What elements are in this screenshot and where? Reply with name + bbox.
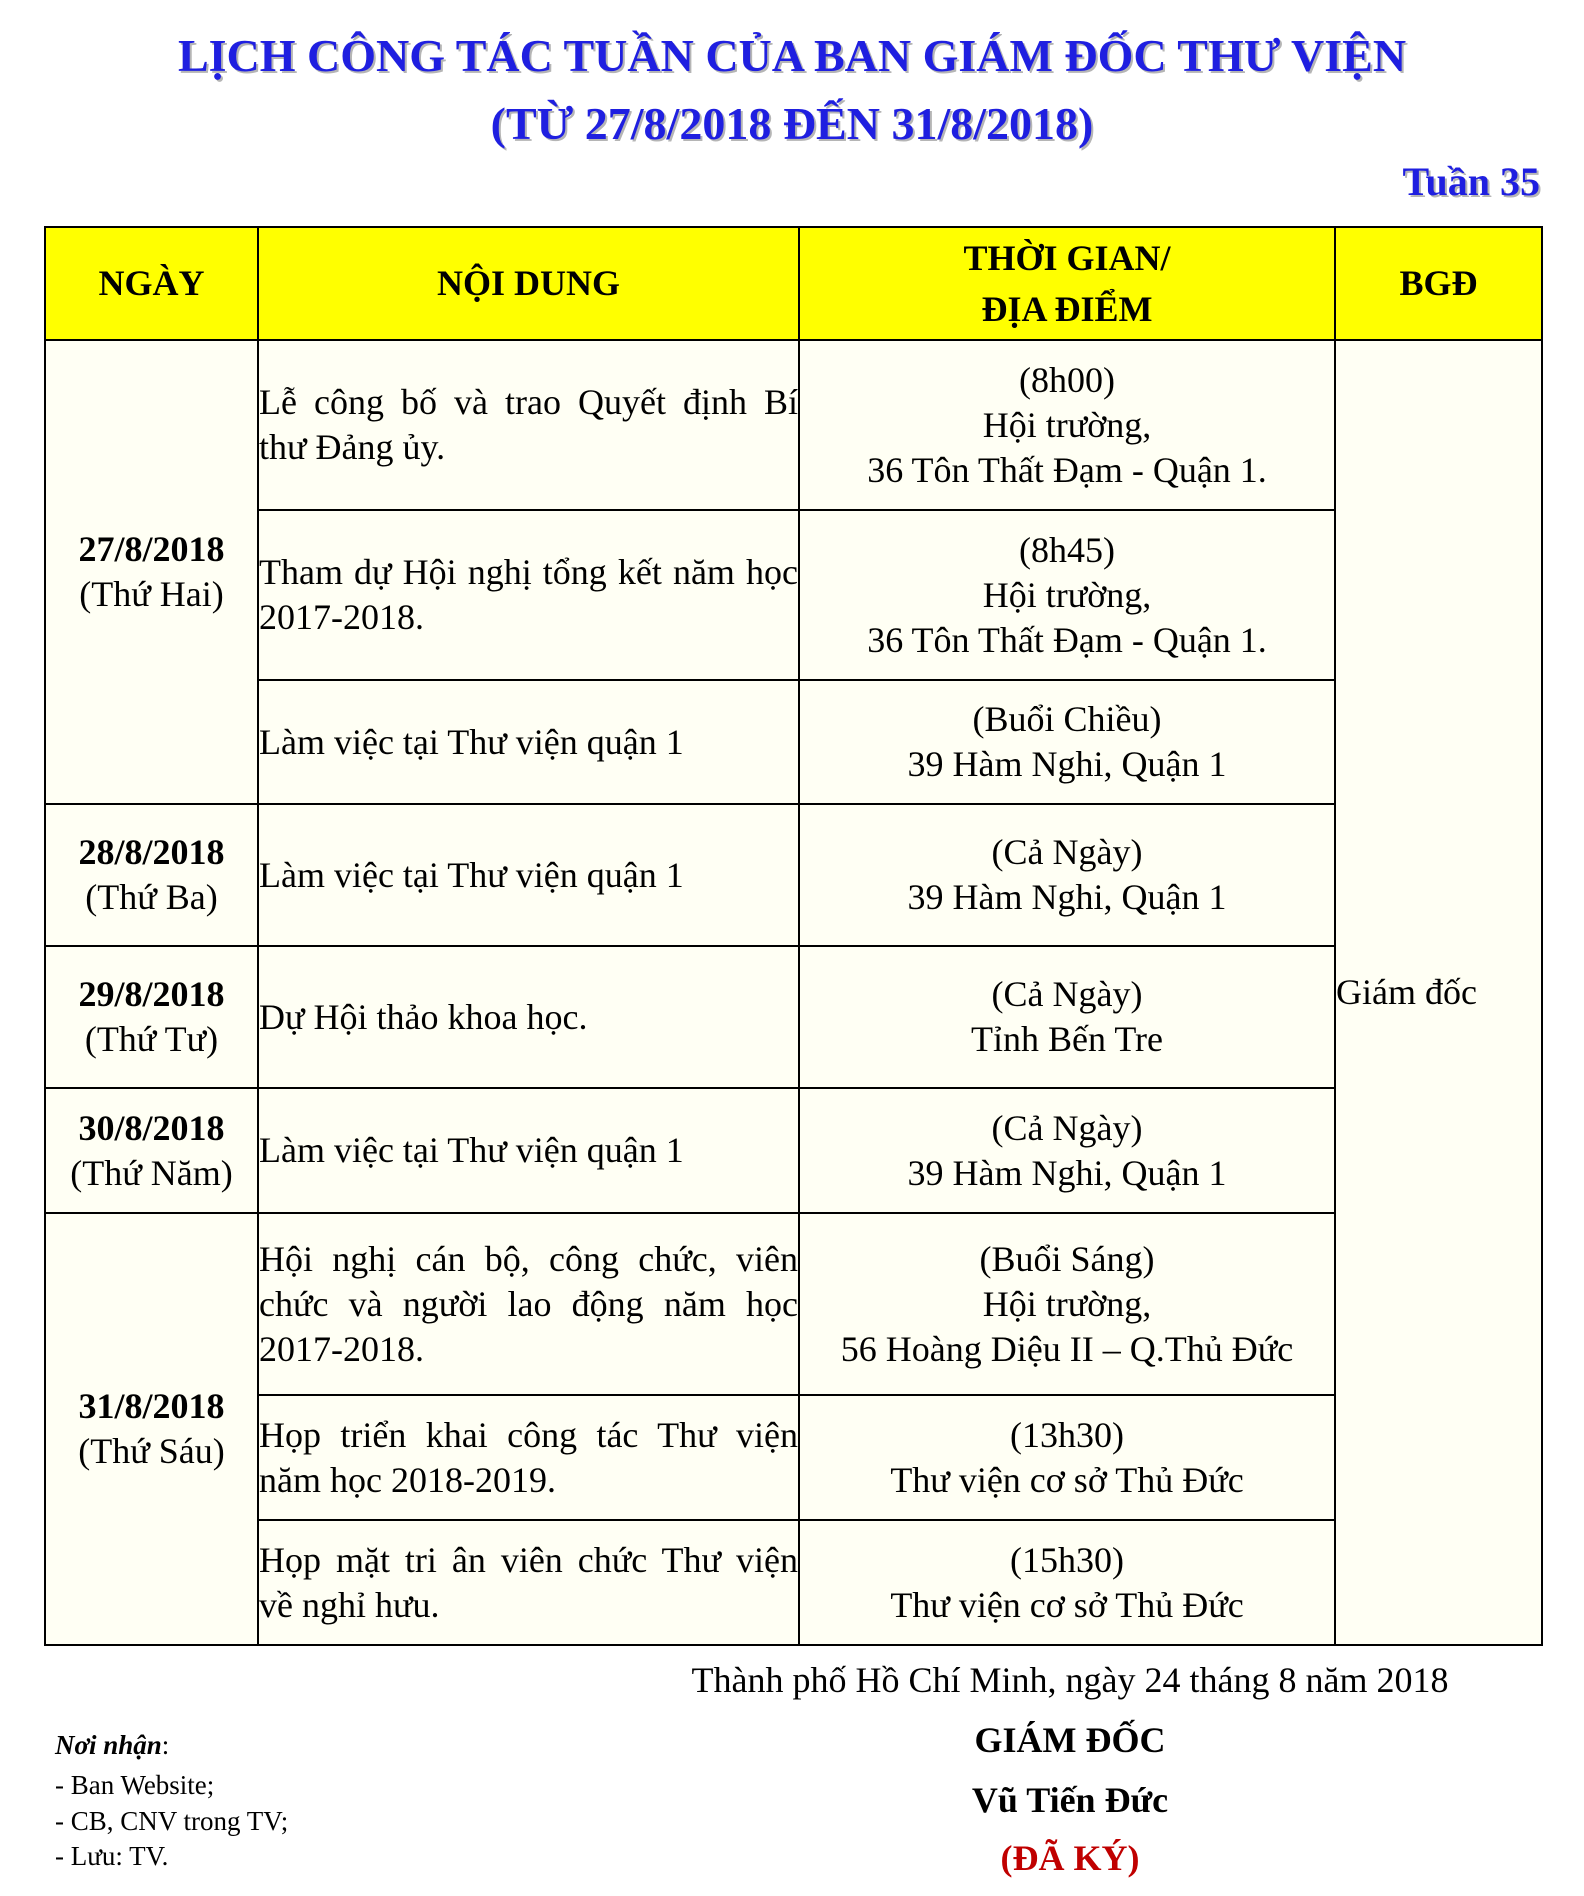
time-place-cell — [799, 804, 1335, 946]
signed-note: (ĐÃ KÝ) — [1000, 1838, 1140, 1878]
header-place-line: ĐỊA ĐIỂM — [981, 288, 1153, 329]
place-text: 36 Tôn Thất Đạm - Quận 1. — [867, 619, 1267, 660]
time-text: (15h30) — [1010, 1539, 1124, 1580]
place-text: Hội trường, — [982, 1283, 1152, 1324]
day-cell — [45, 946, 258, 1088]
content-text: Hội nghị cán bộ, công chức, viên chức và người lao động năm học 2017-2018. — [259, 1238, 798, 1369]
day-date: 27/8/2018 — [78, 529, 225, 569]
content-cell — [258, 804, 799, 946]
bgd-cell — [1335, 340, 1542, 1645]
day-weekday: (Thứ Hai) — [79, 574, 224, 614]
day-date: 29/8/2018 — [78, 974, 225, 1014]
content-text: Họp triển khai công tác Thư viện năm học 2018-2019. — [259, 1414, 798, 1500]
recipient-item: - Lưu: TV. — [55, 1841, 169, 1871]
content-text: Làm việc tại Thư viện quận 1 — [259, 721, 684, 762]
content-text: Tham dự Hội nghị tổng kết năm học 2017-2018. — [259, 552, 798, 637]
time-text: (8h45) — [1019, 529, 1115, 570]
time-text: (13h30) — [1010, 1414, 1124, 1455]
place-text: 39 Hàm Nghi, Quận 1 — [907, 744, 1227, 784]
content-cell — [258, 946, 799, 1088]
day-weekday: (Thứ Sáu) — [78, 1431, 225, 1471]
time-place-cell — [799, 340, 1335, 510]
day-weekday: (Thứ Năm) — [70, 1152, 233, 1193]
place-text: Hội trường, — [982, 574, 1152, 615]
header-bgd: BGĐ — [1335, 227, 1542, 340]
header-row — [45, 227, 1542, 340]
content-cell — [258, 1088, 799, 1213]
content-cell — [258, 680, 799, 804]
time-place-cell — [799, 510, 1335, 680]
day-date: 30/8/2018 — [78, 1107, 225, 1148]
city-date: Thành phố Hồ Chí Minh, ngày 24 tháng 8 năm 2018 — [691, 1660, 1449, 1700]
content-text: Họp mặt tri ân viên chức Thư viện về nghỉ hưu. — [259, 1539, 798, 1625]
content-cell — [258, 1395, 799, 1520]
content-cell — [258, 1213, 799, 1395]
day-date: 31/8/2018 — [78, 1386, 225, 1426]
signer-name: Vũ Tiến Đức — [971, 1780, 1169, 1820]
content-text: Dự Hội thảo khoa học. — [259, 996, 588, 1037]
place-text: Hội trường, — [982, 404, 1152, 445]
week-label: Tuần 35 — [1402, 159, 1540, 204]
bgd-text: Giám đốc — [1336, 972, 1477, 1012]
page-title: LỊCH CÔNG TÁC TUẦN CỦA BAN GIÁM ĐỐC THƯ VIỆN — [177, 30, 1407, 81]
recipients-label-text: Nơi nhận — [55, 1730, 162, 1760]
time-place-cell — [799, 680, 1335, 804]
time-place-cell — [799, 1088, 1335, 1213]
recipient-item: - CB, CNV trong TV; — [55, 1806, 289, 1836]
content-text: Làm việc tại Thư viện quận 1 — [259, 1130, 684, 1170]
schedule-table — [44, 226, 1543, 1646]
day-cell — [45, 804, 258, 946]
time-text: (8h00) — [1019, 359, 1115, 400]
recipient-item: - Ban Website; — [55, 1770, 215, 1800]
table-row — [45, 340, 1542, 510]
table-row — [45, 1088, 1542, 1213]
recipients-colon: : — [161, 1730, 170, 1760]
table-row — [45, 1213, 1542, 1395]
date-range-title: (TỪ 27/8/2018 ĐẾN 31/8/2018) — [490, 98, 1094, 149]
day-weekday: (Thứ Ba) — [85, 877, 218, 917]
place-text: Thư viện cơ sở Thủ Đức — [890, 1459, 1244, 1500]
place-text: Tỉnh Bến Tre — [970, 1019, 1164, 1059]
header-content: NỘI DUNG — [258, 227, 799, 340]
table-row — [45, 946, 1542, 1088]
header-day: NGÀY — [45, 227, 258, 340]
place-text: Thư viện cơ sở Thủ Đức — [890, 1584, 1244, 1625]
table-row — [45, 680, 1542, 804]
time-text: (Cả Ngày) — [991, 832, 1143, 872]
time-text: (Buổi Chiều) — [972, 699, 1162, 739]
place-text: 39 Hàm Nghi, Quận 1 — [907, 877, 1227, 917]
time-place-cell — [799, 946, 1335, 1088]
time-place-cell — [799, 1520, 1335, 1645]
recipients-label — [55, 1732, 169, 1759]
table-row — [45, 1520, 1542, 1645]
header-time-place — [799, 227, 1335, 340]
table-row — [45, 510, 1542, 680]
table-row — [45, 1395, 1542, 1520]
day-cell — [45, 340, 258, 804]
day-cell — [45, 1213, 258, 1645]
day-cell — [45, 1088, 258, 1213]
content-text: Lễ công bố và trao Quyết định Bí thư Đảng ủy. — [259, 382, 798, 467]
place-text: 36 Tôn Thất Đạm - Quận 1. — [867, 449, 1267, 490]
signer-title: GIÁM ĐỐC — [974, 1720, 1166, 1760]
time-text: (Cả Ngày) — [991, 1107, 1143, 1148]
content-cell — [258, 1520, 799, 1645]
place-text: 39 Hàm Nghi, Quận 1 — [907, 1152, 1227, 1193]
place-text: 56 Hoàng Diệu II – Q.Thủ Đức — [840, 1328, 1294, 1369]
content-text: Làm việc tại Thư viện quận 1 — [259, 854, 684, 895]
day-weekday: (Thứ Tư) — [84, 1019, 219, 1059]
time-place-cell — [799, 1213, 1335, 1395]
time-text: (Buổi Sáng) — [979, 1238, 1155, 1279]
table-row — [45, 804, 1542, 946]
time-text: (Cả Ngày) — [991, 974, 1143, 1014]
day-date: 28/8/2018 — [78, 832, 225, 872]
content-cell — [258, 340, 799, 510]
time-place-cell — [799, 1395, 1335, 1520]
content-cell — [258, 510, 799, 680]
header-time-line: THỜI GIAN/ — [963, 238, 1171, 279]
